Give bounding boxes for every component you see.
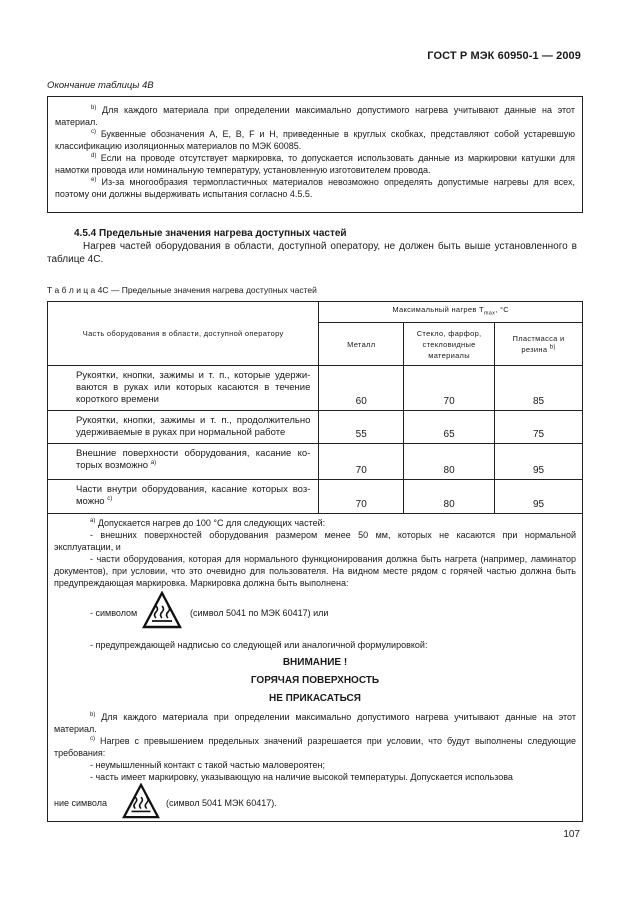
- col-header-plastic: Пластмасса и резина $^{b)}$: [495, 323, 583, 366]
- symbol-line-2: [54, 783, 576, 821]
- table4b-note-c: $^{c)}$ Буквенные обозначения А, Е, В, F и Н, приведенные в круглых скобках, представляют собой устаревшую классификацию изоляционных материалов по МЭК 60085.: [55, 129, 575, 151]
- cell-glass: 65: [404, 411, 495, 444]
- row-label: Части внутри оборудования, касание которых возможно $^{c)}$: [48, 480, 319, 514]
- note-a-item1: - внешних поверхностей оборудования размером менее 50 мм, которых не касаются при нормальной эксплуатации, и: [54, 530, 576, 552]
- cell-glass: 80: [404, 480, 495, 514]
- section-title: 4.5.4 Предельные значения нагрева доступных частей: [74, 228, 347, 239]
- table-row: [48, 444, 583, 480]
- table4b-note-b: $^{b)}$ Для каждого материала при определении максимально допустимого нагрева учитывают данные на этот материал.: [55, 105, 575, 127]
- hot-surface-warning-icon: [122, 783, 160, 823]
- table4b-notes-box: [47, 96, 583, 213]
- note-b: $^{b)}$ Для каждого материала при определении максимально допустимого нагрева учитывают данные на этот материал.: [54, 712, 576, 734]
- note-c-item2: - часть имеет маркировку, указывающую на наличие высокой температуры. Допускается использова: [90, 772, 513, 782]
- cell-plastic: 95: [495, 444, 583, 480]
- note-a-item2: - части оборудования, которая для нормального функционирования должна быть нагрета (например, ламинатор документов), при условии, что это очевидно для пользователя. На видном месте рядом с горячей частью должна быть предупреждающая маркировка. Маркировка должна быть выполнена:: [54, 554, 576, 588]
- col-header-max-temp: Максимальный нагрев $T_{max}$, °C: [319, 302, 583, 323]
- cell-metal: 70: [319, 480, 404, 514]
- table4b-note-d: $^{d)}$ Если на проводе отсутствует маркировка, то допускается использовать данные из маркировки катушки для намотки провода или номинальную температуру, установленную изготовителем провода.: [55, 153, 575, 175]
- hot-surface-warning-icon: [142, 591, 182, 633]
- note-a: $^{a)}$ Допускается нагрев до 100 °С для следующих частей:: [90, 518, 326, 528]
- note-a-inscription: - предупреждающей надписью со следующей или аналогичной формулировкой:: [90, 640, 428, 650]
- table-row: [48, 366, 583, 411]
- symbol-before-text: - символом: [90, 608, 138, 618]
- document-standard-header: ГОСТ Р МЭК 60950-1 — 2009: [427, 50, 581, 62]
- symbol-line-1: [54, 591, 576, 633]
- table4c-notes: [48, 514, 583, 822]
- note-c: $^{c)}$ Нагрев с превышением предельных значений разрешается при условии, что будут выполнены следующие требования:: [54, 736, 576, 758]
- table-row: [48, 411, 583, 444]
- table4c: [47, 301, 583, 822]
- cell-glass: 70: [404, 366, 495, 411]
- note-c-item1: - неумышленный контакт с такой частью маловероятен;: [90, 760, 326, 770]
- cell-metal: 60: [319, 366, 404, 411]
- symbol-after-text-2: (символ 5041 МЭК 60417).: [166, 798, 277, 808]
- table4c-caption: Т а б л и ц а 4С — Предельные значения нагрева доступных частей: [47, 285, 317, 295]
- row-label: Рукоятки, кнопки, зажимы и т. п., продолжительно удерживаемые в руках при нормальной работе: [48, 411, 319, 444]
- col-header-metal: Металл: [319, 323, 404, 366]
- table4b-end-caption: Окончание таблицы 4В: [47, 80, 154, 91]
- col-header-part: Часть оборудования в области, доступной оператору: [48, 302, 319, 366]
- page-number: 107: [563, 829, 580, 840]
- symbol-after-text: (символ 5041 по МЭК 60417) или: [190, 608, 329, 618]
- cell-metal: 55: [319, 411, 404, 444]
- table4b-note-e: $^{e)}$ Из-за многообразия термопластичных материалов невозможно определять допустимые нагревы для всех, поэтому они должны выдерживать испытания согласно 4.5.5.: [55, 177, 575, 199]
- cell-plastic: 75: [495, 411, 583, 444]
- col-header-glass: Стекло, фарфор, стекловидные материалы: [404, 323, 495, 366]
- warning-line-1: ВНИМАНИЕ !: [282, 657, 348, 668]
- symbol-before-text-2: ние символа: [54, 798, 107, 808]
- row-label: Рукоятки, кнопки, зажимы и т. п., которые удерживаются в руках или которых касаются в течение короткого времени: [48, 366, 319, 411]
- table-row: [48, 480, 583, 514]
- cell-plastic: 85: [495, 366, 583, 411]
- section-text: Нагрев частей оборудования в области, доступной оператору, не должен быть выше установленного в таблице 4С.: [47, 241, 577, 265]
- cell-metal: 70: [319, 444, 404, 480]
- warning-line-3: НЕ ПРИКАСАТЬСЯ: [269, 693, 361, 704]
- row-label: Внешние поверхности оборудования, касание которых возможно $^{a)}$: [48, 444, 319, 480]
- warning-line-2: ГОРЯЧАЯ ПОВЕРХНОСТЬ: [250, 675, 380, 686]
- cell-plastic: 95: [495, 480, 583, 514]
- cell-glass: 80: [404, 444, 495, 480]
